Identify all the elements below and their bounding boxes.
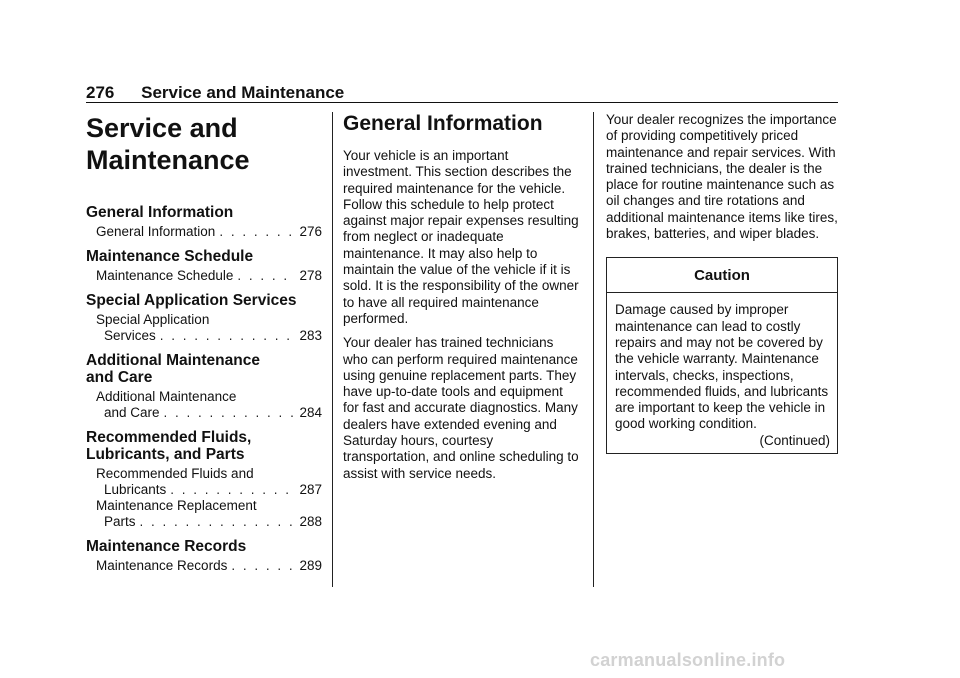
toc-group	[86, 248, 322, 284]
toc-entry[interactable]: Maintenance Replacement Parts . . . 288	[96, 498, 322, 530]
toc-group	[86, 352, 322, 421]
body-paragraph: Your dealer recognizes the importance of providing competitively priced maintenance and repair services. With trained technicians, the dealer is the place for routine maintenance such as oil changes and tire rotations and additional maintenance items like tires, brakes, batteries, and wiper blades.	[606, 112, 838, 242]
toc-heading: Recommended Fluids, Lubricants, and Parts	[86, 429, 252, 463]
column-divider	[593, 112, 594, 587]
page-number: 276	[86, 83, 115, 102]
toc-page-number: 283	[299, 328, 322, 343]
section-title: General Information	[343, 112, 543, 135]
caution-title: Caution	[607, 258, 837, 293]
body-paragraph: Your dealer has trained technicians who can perform required maintenance using genuine replacement parts. They have up-to-date tools and equipment for fast and accurate diagnostics. Many dealers have extended evening and Saturday hours, courtesy transportation, and online scheduling to assist with service needs.	[343, 335, 579, 481]
column-divider	[332, 112, 333, 587]
toc-heading: Additional Maintenance and Care	[86, 352, 260, 386]
page-header	[86, 83, 344, 103]
toc-group	[86, 292, 322, 344]
chapter-toc	[86, 112, 322, 582]
toc-group	[86, 538, 322, 574]
header-rule	[86, 102, 838, 103]
caution-text: Damage caused by improper maintenance can lead to costly repairs and may not be covered by the vehicle warranty. Maintenance intervals, checks, inspections, recommended fluids, and lubricants are important to keep the vehicle in good working condition.	[615, 302, 829, 432]
toc-page-number: 278	[299, 268, 322, 283]
toc-entry[interactable]: General Information . . . 276	[96, 224, 322, 240]
toc-entry[interactable]: Maintenance Schedule . . . 278	[96, 268, 322, 284]
toc-heading: Maintenance Records	[86, 538, 247, 555]
toc-entry[interactable]: Additional Maintenance and Care . . . 284	[96, 389, 322, 421]
toc-group	[86, 204, 322, 240]
watermark: carmanualsonline.info	[590, 650, 786, 670]
caution-box	[606, 257, 838, 453]
toc-page-number: 284	[299, 405, 322, 420]
chapter-title: Service and Maintenance	[86, 113, 250, 175]
toc-page-number: 276	[299, 224, 322, 239]
toc-page-number: 288	[299, 514, 322, 529]
toc-heading: Special Application Services	[86, 292, 297, 309]
toc-entry[interactable]: Maintenance Records . . . 289	[96, 558, 322, 574]
toc-page-number: 289	[299, 558, 322, 573]
body-paragraph: Your vehicle is an important investment. This section describes the required maintenance for the vehicle. Follow this schedule to help protect against major repair expenses resulting from neglect or inadequate maintenance. It may also help to maintain the value of the vehicle if it is sold. It is the responsibility of the owner to have all required maintenance performed.	[343, 148, 579, 326]
right-column	[606, 112, 838, 454]
toc-entry[interactable]: Recommended Fluids and Lubricants . . . 287	[96, 466, 322, 498]
toc-entry[interactable]: Special Application Services . . . 283	[96, 312, 322, 344]
toc-heading: General Information	[86, 204, 234, 221]
toc-page-number: 287	[299, 482, 322, 497]
toc-heading: Maintenance Schedule	[86, 248, 254, 265]
general-information-section	[343, 112, 579, 490]
continued-label: (Continued)	[759, 432, 830, 448]
section-name: Service and Maintenance	[141, 83, 345, 102]
toc-group	[86, 429, 322, 530]
